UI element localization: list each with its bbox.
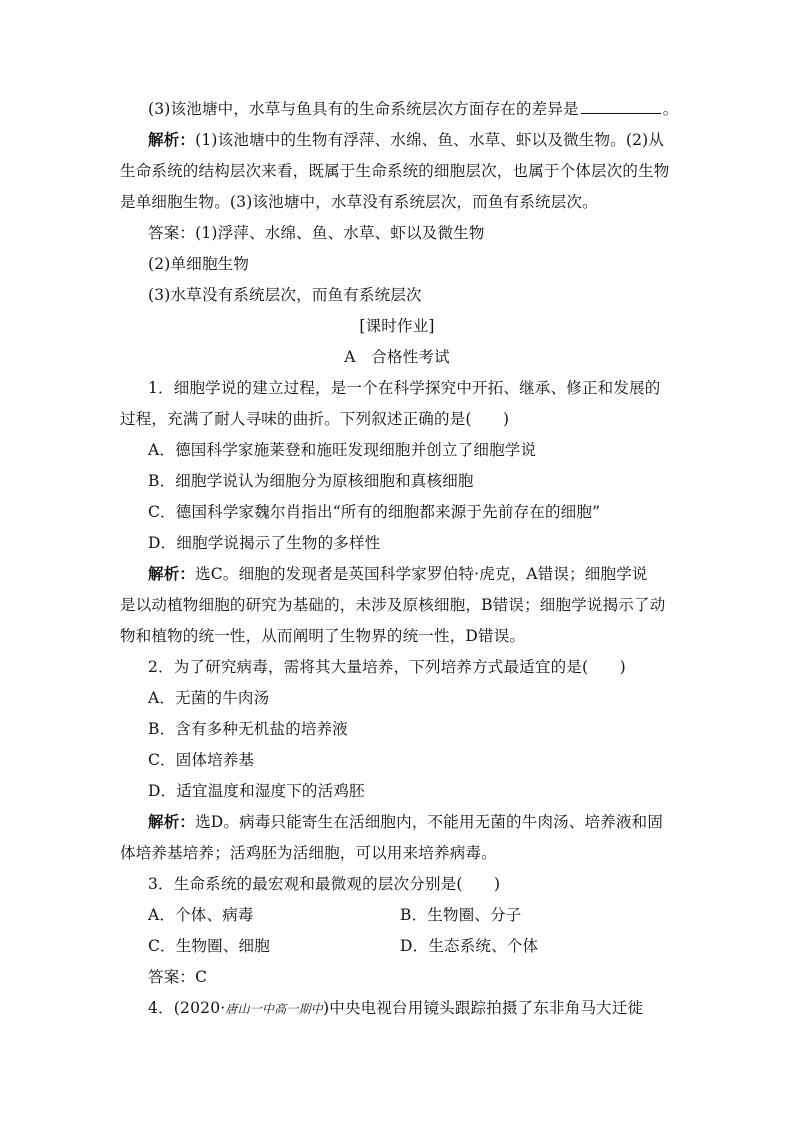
- answer-line: 答案：C: [148, 968, 208, 986]
- analysis-line: 解析：(1)该池塘中的生物有浮萍、水绵、鱼、水草、虾以及微生物。(2)从: [148, 130, 665, 149]
- option-a: A．无菌的牛肉汤: [148, 689, 270, 707]
- option-c: C．德国科学家魏尔肖指出“所有的细胞都来源于先前存在的细胞”: [148, 503, 601, 521]
- analysis-line: 解析：选D。病毒只能寄生在活细胞内，不能用无菌的牛肉汤、培养液和固: [148, 812, 664, 831]
- answer-line: (3)水草没有系统层次，而鱼有系统层次: [148, 286, 422, 304]
- question-3: 3．生命系统的最宏观和最微观的层次分别是( ): [148, 875, 501, 893]
- option-b: B．生物圈、分子: [400, 906, 522, 924]
- option-c: C．生物圈、细胞: [148, 937, 270, 955]
- option-d: D．生态系统、个体: [400, 937, 539, 955]
- analysis-line: 是以动植物细胞的研究为基础的，未涉及原核细胞，B错误；细胞学说揭示了动: [120, 596, 666, 614]
- analysis-line: 是单细胞生物。(3)该池塘中，水草没有系统层次，而鱼有系统层次。: [120, 193, 598, 211]
- question-1: 过程，充满了耐人寻味的曲折。下列叙述正确的是( ): [120, 410, 510, 428]
- option-b: B．含有多种无机盐的培养液: [148, 720, 348, 738]
- analysis-line: 生命系统的结构层次来看，既属于生命系统的细胞层次，也属于个体层次的生物: [120, 162, 670, 180]
- option-b: B．细胞学说认为细胞分为原核细胞和真核细胞: [148, 472, 474, 490]
- source-note: 唐山一中高一期中: [225, 1002, 323, 1016]
- analysis-line: 解析：选C。细胞的发现者是英国科学家罗伯特·虎克，A错误；细胞学说: [148, 564, 648, 583]
- option-c: C．固体培养基: [148, 751, 255, 769]
- question-4: 4．(2020·唐山一中高一期中)中央电视台用镜头跟踪拍摄了东非角马大迁徙: [148, 999, 644, 1017]
- option-d: D．适宜温度和湿度下的活鸡胚: [148, 782, 365, 800]
- answer-line: 答案：(1)浮萍、水绵、鱼、水草、虾以及微生物: [148, 224, 485, 242]
- option-a: A．个体、病毒: [148, 906, 254, 924]
- answer-blank: [581, 99, 661, 114]
- answer-line: (2)单细胞生物: [148, 255, 250, 273]
- analysis-line: 体培养基培养；活鸡胚为活细胞，可以用来培养病毒。: [120, 844, 497, 862]
- subsection-title: A 合格性考试: [344, 348, 450, 366]
- section-title: [课时作业]: [359, 317, 435, 335]
- analysis-line: 物和植物的统一性，从而阐明了生物界的统一性，D错误。: [120, 627, 526, 645]
- question-3-subpart: (3)该池塘中，水草与鱼具有的生命系统层次方面存在的差异是 。: [148, 100, 679, 118]
- option-d: D．细胞学说揭示了生物的多样性: [148, 534, 381, 552]
- question-2: 2．为了研究病毒，需将其大量培养，下列培养方式最适宜的是( ): [148, 658, 626, 676]
- option-a: A．德国科学家施莱登和施旺发现细胞并创立了细胞学说: [148, 441, 537, 459]
- question-1: 1．细胞学说的建立过程，是一个在科学探究中开拓、继承、修正和发展的: [148, 379, 661, 397]
